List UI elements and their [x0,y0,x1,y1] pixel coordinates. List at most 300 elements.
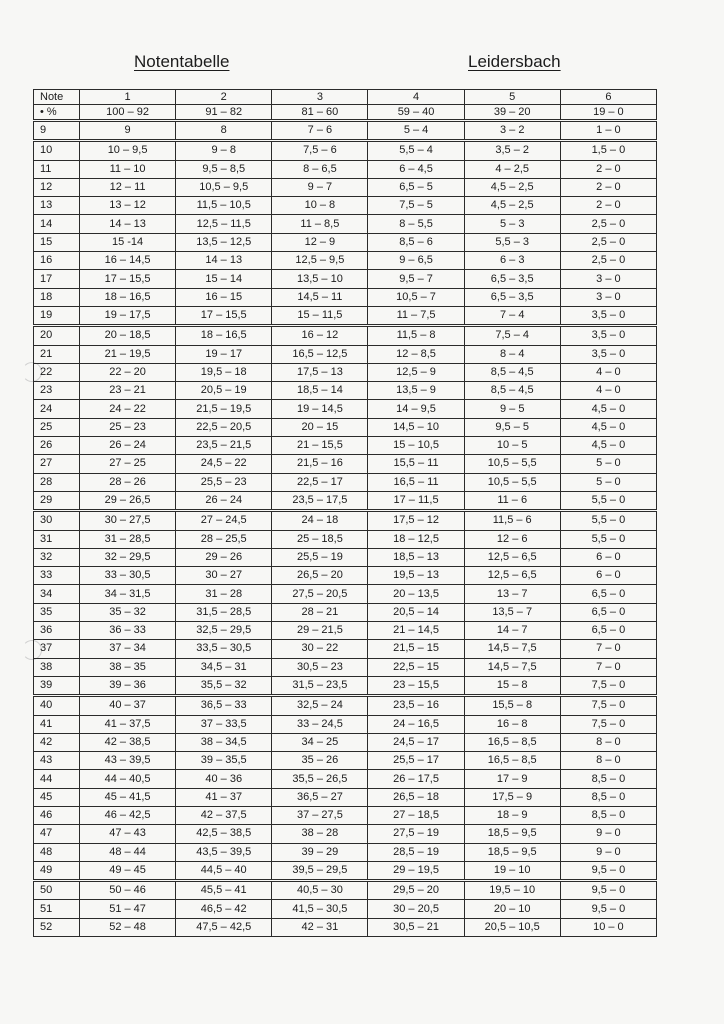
grade-points-range: 44 – 40,5 [80,770,176,788]
grade-points-range: 32,5 – 29,5 [176,622,272,640]
grade-points-range: 3 – 2 [464,121,560,141]
grade-points-range: 31,5 – 28,5 [176,603,272,621]
grade-points-range: 29 – 19,5 [368,861,464,880]
table-row [34,806,657,824]
grade-points-range: 5 – 0 [560,473,656,491]
grade-points-range: 30 – 22 [272,640,368,658]
grade-points-range: 28,5 – 19 [368,843,464,861]
grade-points-range: 13,5 – 12,5 [176,233,272,251]
note-value: 27 [34,455,80,473]
grade-points-range: 9,5 – 0 [560,861,656,880]
table-row [34,160,657,178]
grade-points-range: 26,5 – 18 [368,788,464,806]
grade-points-range: 13,5 – 9 [368,382,464,400]
table-row [34,491,657,510]
note-value: 47 [34,825,80,843]
grade-points-range: 7,5 – 0 [560,696,656,715]
grade-points-range: 5,5 – 0 [560,491,656,510]
grade-points-range: 28 – 21 [272,603,368,621]
grade-points-range: 21,5 – 15 [368,640,464,658]
grade-points-range: 9,5 – 8,5 [176,160,272,178]
grade-points-range: 4,5 – 0 [560,437,656,455]
table-row [34,696,657,715]
grade-points-range: 14,5 – 7,5 [464,658,560,676]
grade-points-range: 16,5 – 8,5 [464,733,560,751]
grade-points-range: 19 – 17 [176,345,272,363]
grade-points-range: 10 – 9,5 [80,141,176,160]
note-value: 23 [34,382,80,400]
grade-points-range: 8 [176,121,272,141]
grade-points-range: 28 – 25,5 [176,530,272,548]
grade-points-range: 12,5 – 9 [368,363,464,381]
grade-points-range: 10,5 – 9,5 [176,178,272,196]
grade-points-range: 10,5 – 5,5 [464,455,560,473]
grade-header: 4 [368,90,464,105]
note-value: 24 [34,400,80,418]
grade-points-range: 24 – 18 [272,511,368,530]
note-value: 14 [34,215,80,233]
grade-points-range: 14,5 – 10 [368,418,464,436]
percent-range: 19 – 0 [560,105,656,121]
table-row [34,270,657,288]
grade-points-range: 35 – 26 [272,752,368,770]
note-value: 50 [34,881,80,900]
grade-points-range: 18 – 12,5 [368,530,464,548]
grade-points-range: 41 – 37,5 [80,715,176,733]
percent-range: 91 – 82 [176,105,272,121]
table-row [34,288,657,306]
table-row [34,306,657,325]
grade-points-range: 37 – 34 [80,640,176,658]
school-name: Leidersbach [468,52,561,71]
grade-points-range: 2,5 – 0 [560,233,656,251]
grade-points-range: 18,5 – 9,5 [464,843,560,861]
percent-header: • % [34,105,80,121]
table-row [34,788,657,806]
table-row [34,121,657,141]
table-row [34,511,657,530]
grade-points-range: 39 – 35,5 [176,752,272,770]
grade-points-range: 24,5 – 22 [176,455,272,473]
grade-points-range: 19 – 14,5 [272,400,368,418]
grade-points-range: 13 – 12 [80,197,176,215]
grade-points-range: 32,5 – 24 [272,696,368,715]
grade-points-range: 35 – 32 [80,603,176,621]
table-row [34,658,657,676]
grade-points-range: 34 – 25 [272,733,368,751]
note-value: 36 [34,622,80,640]
table-row [34,178,657,196]
grade-header-row [34,90,657,105]
grade-points-range: 31 – 28 [176,585,272,603]
grade-points-range: 11 – 7,5 [368,306,464,325]
grade-points-range: 2,5 – 0 [560,252,656,270]
grade-points-range: 4 – 2,5 [464,160,560,178]
grade-points-range: 6,5 – 0 [560,622,656,640]
grade-points-range: 8,5 – 0 [560,770,656,788]
grade-points-range: 5 – 4 [368,121,464,141]
note-header: Note [34,90,80,105]
note-value: 10 [34,141,80,160]
table-row [34,715,657,733]
grade-points-range: 14,5 – 11 [272,288,368,306]
table-row [34,326,657,345]
grade-points-range: 19 – 17,5 [80,306,176,325]
grade-points-range: 44,5 – 40 [176,861,272,880]
grade-points-range: 33 – 24,5 [272,715,368,733]
percent-range: 81 – 60 [272,105,368,121]
grade-points-range: 22,5 – 20,5 [176,418,272,436]
grade-points-range: 27,5 – 19 [368,825,464,843]
grade-points-range: 10 – 0 [560,918,656,936]
grade-points-range: 37 – 27,5 [272,806,368,824]
grade-points-range: 9 – 0 [560,825,656,843]
grade-points-range: 37 – 33,5 [176,715,272,733]
grade-points-range: 9,5 – 5 [464,418,560,436]
grade-points-range: 4,5 – 2,5 [464,197,560,215]
grade-points-range: 16 – 14,5 [80,252,176,270]
grade-points-range: 14,5 – 7,5 [464,640,560,658]
grade-points-range: 9 – 6,5 [368,252,464,270]
grade-points-range: 12,5 – 6,5 [464,567,560,585]
grade-points-range: 40 – 37 [80,696,176,715]
grade-points-range: 15,5 – 11 [368,455,464,473]
table-row [34,382,657,400]
table-row [34,622,657,640]
grade-points-range: 3,5 – 0 [560,306,656,325]
grade-points-range: 8 – 6,5 [272,160,368,178]
grade-points-range: 12,5 – 6,5 [464,548,560,566]
grade-points-range: 2 – 0 [560,197,656,215]
grade-points-range: 13,5 – 7 [464,603,560,621]
grade-points-range: 25,5 – 23 [176,473,272,491]
table-row [34,881,657,900]
grade-points-range: 6,5 – 3,5 [464,270,560,288]
note-value: 34 [34,585,80,603]
grade-points-range: 17 – 9 [464,770,560,788]
note-value: 15 [34,233,80,251]
grade-points-range: 2 – 0 [560,178,656,196]
grade-points-range: 18 – 16,5 [176,326,272,345]
grade-points-range: 22,5 – 17 [272,473,368,491]
grade-points-range: 19,5 – 10 [464,881,560,900]
grade-points-range: 7,5 – 4 [464,326,560,345]
percent-range: 59 – 40 [368,105,464,121]
grade-points-range: 21 – 14,5 [368,622,464,640]
table-row [34,918,657,936]
grade-points-range: 15,5 – 8 [464,696,560,715]
grade-points-range: 29 – 26 [176,548,272,566]
grade-points-range: 12 – 8,5 [368,345,464,363]
grade-points-range: 38 – 35 [80,658,176,676]
grade-points-range: 9,5 – 0 [560,900,656,918]
grade-header: 6 [560,90,656,105]
note-value: 29 [34,491,80,510]
page-title: Notentabelle [134,52,230,71]
grade-points-range: 9 – 5 [464,400,560,418]
grade-points-range: 30,5 – 21 [368,918,464,936]
grade-points-range: 6 – 0 [560,548,656,566]
grade-points-range: 41 – 37 [176,788,272,806]
grade-points-range: 8,5 – 0 [560,788,656,806]
grade-points-range: 19,5 – 13 [368,567,464,585]
note-value: 42 [34,733,80,751]
table-row [34,473,657,491]
table-row [34,530,657,548]
grade-points-range: 30 – 27 [176,567,272,585]
grade-points-range: 15 – 10,5 [368,437,464,455]
grade-points-range: 8 – 0 [560,752,656,770]
grade-points-range: 14 – 13 [80,215,176,233]
grade-points-range: 13 – 7 [464,585,560,603]
grade-points-range: 26 – 24 [80,437,176,455]
grade-points-range: 12,5 – 11,5 [176,215,272,233]
grade-points-range: 24 – 16,5 [368,715,464,733]
note-value: 43 [34,752,80,770]
grade-points-range: 35,5 – 26,5 [272,770,368,788]
grade-points-range: 27 – 25 [80,455,176,473]
grade-points-range: 7 – 6 [272,121,368,141]
grade-points-range: 34,5 – 31 [176,658,272,676]
grade-points-range: 16,5 – 11 [368,473,464,491]
grade-points-range: 17,5 – 13 [272,363,368,381]
note-value: 37 [34,640,80,658]
grade-points-range: 20,5 – 14 [368,603,464,621]
grade-points-range: 17 – 15,5 [80,270,176,288]
note-value: 52 [34,918,80,936]
grade-points-range: 36,5 – 33 [176,696,272,715]
grade-points-range: 17,5 – 12 [368,511,464,530]
grade-points-range: 1 – 0 [560,121,656,141]
grade-points-range: 25,5 – 19 [272,548,368,566]
grade-points-range: 15 – 11,5 [272,306,368,325]
table-row [34,585,657,603]
note-value: 31 [34,530,80,548]
table-row [34,437,657,455]
grade-points-range: 38 – 34,5 [176,733,272,751]
grade-points-range: 5,5 – 0 [560,511,656,530]
table-row [34,825,657,843]
grade-points-range: 14 – 13 [176,252,272,270]
grade-points-range: 29,5 – 20 [368,881,464,900]
grade-points-range: 36 – 33 [80,622,176,640]
grade-header: 3 [272,90,368,105]
table-row [34,770,657,788]
grade-points-range: 52 – 48 [80,918,176,936]
table-row [34,548,657,566]
note-value: 28 [34,473,80,491]
grade-points-range: 18,5 – 9,5 [464,825,560,843]
table-row [34,197,657,215]
table-row [34,567,657,585]
grade-points-range: 20 – 13,5 [368,585,464,603]
grade-points-range: 19,5 – 18 [176,363,272,381]
grade-points-range: 51 – 47 [80,900,176,918]
grade-points-range: 8 – 5,5 [368,215,464,233]
grade-points-range: 23 – 21 [80,382,176,400]
grade-points-range: 6,5 – 0 [560,585,656,603]
grade-points-range: 8 – 4 [464,345,560,363]
table-row [34,345,657,363]
grade-points-range: 23 – 15,5 [368,676,464,695]
grade-points-range: 4,5 – 0 [560,418,656,436]
grade-points-range: 16 – 15 [176,288,272,306]
grade-points-range: 5,5 – 3 [464,233,560,251]
grade-points-range: 34 – 31,5 [80,585,176,603]
grade-points-range: 4,5 – 2,5 [464,178,560,196]
grade-points-range: 16,5 – 8,5 [464,752,560,770]
grade-points-range: 12 – 11 [80,178,176,196]
note-value: 11 [34,160,80,178]
grade-points-range: 17 – 11,5 [368,491,464,510]
grade-points-range: 20 – 18,5 [80,326,176,345]
grade-points-range: 31,5 – 23,5 [272,676,368,695]
note-value: 40 [34,696,80,715]
grade-points-range: 9 – 8 [176,141,272,160]
grade-points-range: 26 – 24 [176,491,272,510]
note-value: 46 [34,806,80,824]
table-row [34,676,657,695]
grade-points-range: 19 – 10 [464,861,560,880]
grade-points-range: 18,5 – 13 [368,548,464,566]
grade-points-range: 9 [80,121,176,141]
table-row [34,418,657,436]
grade-header: 1 [80,90,176,105]
grade-points-range: 16 – 12 [272,326,368,345]
grade-points-range: 15 -14 [80,233,176,251]
grade-points-range: 6,5 – 5 [368,178,464,196]
grade-points-range: 43 – 39,5 [80,752,176,770]
grade-points-range: 18 – 16,5 [80,288,176,306]
note-value: 13 [34,197,80,215]
grade-points-range: 5 – 3 [464,215,560,233]
grade-points-range: 1,5 – 0 [560,141,656,160]
note-value: 41 [34,715,80,733]
grade-points-range: 48 – 44 [80,843,176,861]
grade-points-range: 18 – 9 [464,806,560,824]
grade-points-range: 10,5 – 5,5 [464,473,560,491]
note-value: 49 [34,861,80,880]
grade-points-range: 39,5 – 29,5 [272,861,368,880]
grade-points-range: 21,5 – 19,5 [176,400,272,418]
grade-points-range: 2,5 – 0 [560,215,656,233]
grade-points-range: 20,5 – 10,5 [464,918,560,936]
percent-range: 100 – 92 [80,105,176,121]
grade-points-range: 9,5 – 0 [560,881,656,900]
grade-points-range: 15 – 14 [176,270,272,288]
grade-points-range: 3,5 – 2 [464,141,560,160]
table-row [34,603,657,621]
grade-points-range: 23,5 – 16 [368,696,464,715]
table-row [34,900,657,918]
grade-points-range: 40 – 36 [176,770,272,788]
grade-header: 5 [464,90,560,105]
grade-points-range: 30,5 – 23 [272,658,368,676]
grade-points-range: 5,5 – 0 [560,530,656,548]
grade-points-range: 8,5 – 6 [368,233,464,251]
grade-points-range: 9,5 – 7 [368,270,464,288]
grade-points-range: 7 – 0 [560,640,656,658]
grade-points-range: 33,5 – 30,5 [176,640,272,658]
grade-points-range: 39 – 29 [272,843,368,861]
note-value: 30 [34,511,80,530]
grade-points-range: 31 – 28,5 [80,530,176,548]
grade-points-range: 22,5 – 15 [368,658,464,676]
note-value: 38 [34,658,80,676]
grade-points-range: 42,5 – 38,5 [176,825,272,843]
grade-points-range: 3,5 – 0 [560,345,656,363]
grade-points-range: 30 – 20,5 [368,900,464,918]
note-value: 48 [34,843,80,861]
grade-points-range: 29 – 21,5 [272,622,368,640]
note-value: 32 [34,548,80,566]
note-value: 18 [34,288,80,306]
grade-points-range: 14 – 7 [464,622,560,640]
grade-points-range: 24,5 – 17 [368,733,464,751]
grade-points-range: 7,5 – 5 [368,197,464,215]
grade-points-range: 7 – 0 [560,658,656,676]
grade-points-range: 2 – 0 [560,160,656,178]
table-row [34,752,657,770]
note-value: 9 [34,121,80,141]
grade-points-range: 30 – 27,5 [80,511,176,530]
note-value: 26 [34,437,80,455]
note-value: 25 [34,418,80,436]
grade-points-range: 36,5 – 27 [272,788,368,806]
grade-points-range: 21 – 19,5 [80,345,176,363]
grade-points-range: 46 – 42,5 [80,806,176,824]
grade-points-range: 6,5 – 3,5 [464,288,560,306]
percent-header-row [34,105,657,121]
grade-table [33,89,657,937]
grade-points-range: 20 – 15 [272,418,368,436]
grade-points-range: 28 – 26 [80,473,176,491]
grade-points-range: 6 – 4,5 [368,160,464,178]
note-value: 20 [34,326,80,345]
grade-points-range: 14 – 9,5 [368,400,464,418]
grade-points-range: 43,5 – 39,5 [176,843,272,861]
note-value: 33 [34,567,80,585]
table-row [34,252,657,270]
grade-points-range: 7,5 – 6 [272,141,368,160]
grade-points-range: 4 – 0 [560,382,656,400]
grade-points-range: 25 – 23 [80,418,176,436]
table-row [34,233,657,251]
grade-points-range: 29 – 26,5 [80,491,176,510]
grade-points-range: 16,5 – 12,5 [272,345,368,363]
grade-points-range: 9 – 0 [560,843,656,861]
grade-points-range: 33 – 30,5 [80,567,176,585]
grade-points-range: 25 – 18,5 [272,530,368,548]
grade-points-range: 7 – 4 [464,306,560,325]
grade-points-range: 45 – 41,5 [80,788,176,806]
grade-points-range: 7,5 – 0 [560,715,656,733]
grade-points-range: 18,5 – 14 [272,382,368,400]
note-value: 21 [34,345,80,363]
grade-points-range: 8,5 – 4,5 [464,382,560,400]
grade-points-range: 40,5 – 30 [272,881,368,900]
grade-points-range: 49 – 45 [80,861,176,880]
grade-points-range: 45,5 – 41 [176,881,272,900]
grade-points-range: 21 – 15,5 [272,437,368,455]
note-value: 51 [34,900,80,918]
grade-points-range: 8,5 – 0 [560,806,656,824]
grade-points-range: 4,5 – 0 [560,400,656,418]
grade-points-range: 17,5 – 9 [464,788,560,806]
table-row [34,363,657,381]
grade-points-range: 21,5 – 16 [272,455,368,473]
grade-points-range: 47 – 43 [80,825,176,843]
